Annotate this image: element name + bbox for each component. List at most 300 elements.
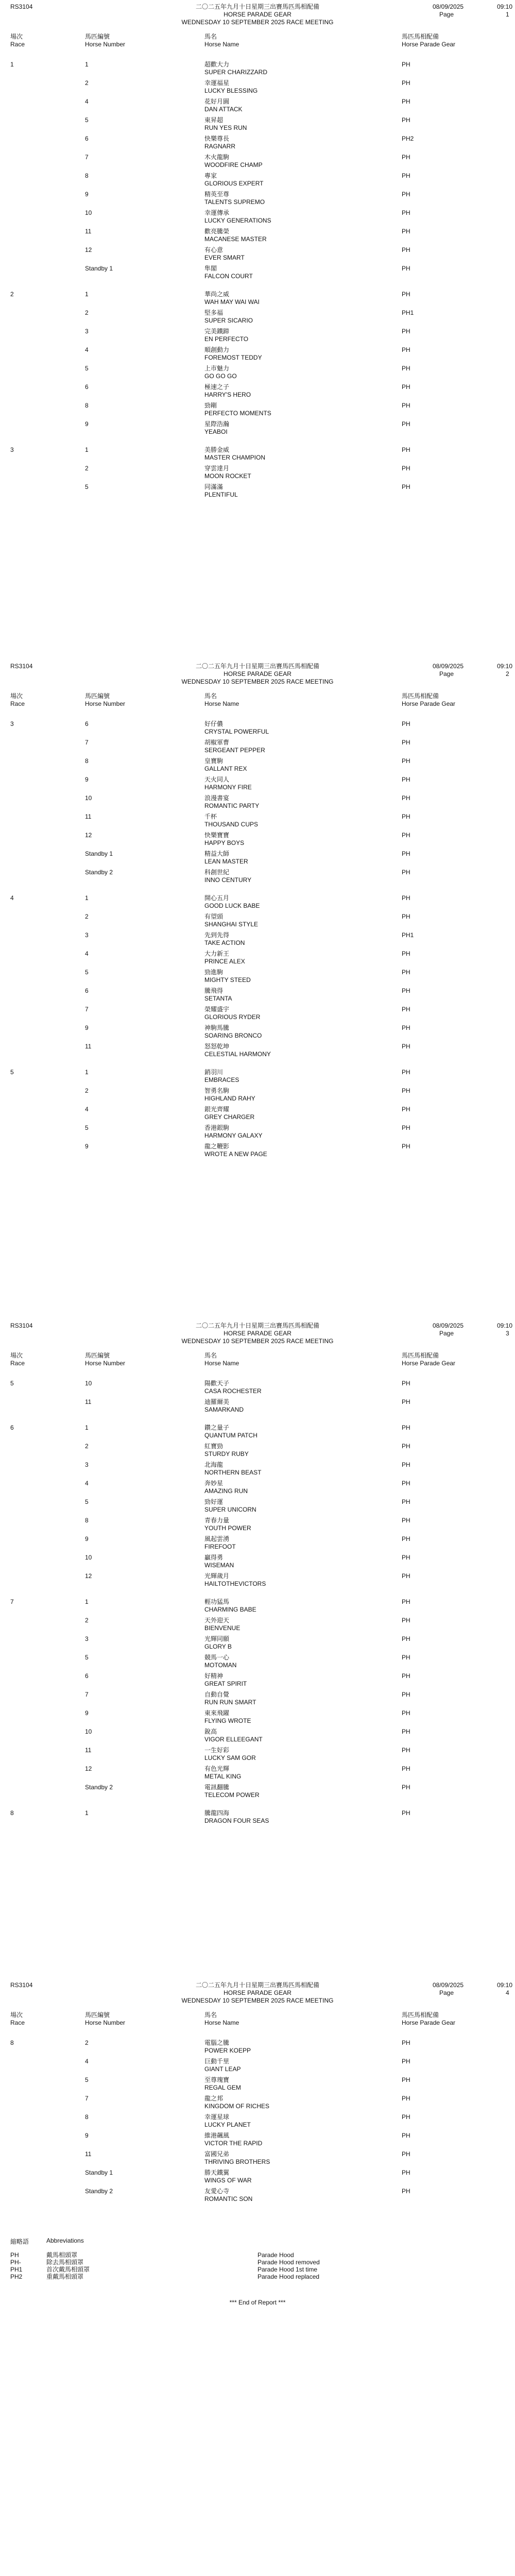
horse-name-en: MACANESE MASTER bbox=[204, 235, 267, 243]
table-row bbox=[5, 739, 510, 757]
table-row bbox=[5, 1809, 510, 1828]
horse-name-en: EVER SMART bbox=[204, 254, 245, 261]
table-row bbox=[5, 1106, 510, 1124]
horse-name-en: METAL KING bbox=[204, 1773, 242, 1780]
horse-number: 4 bbox=[85, 98, 89, 105]
abbreviation-item bbox=[5, 2259, 510, 2266]
horse-name-en: VIGOR ELLEEGANT bbox=[204, 1736, 263, 1743]
abbreviation-en: Parade Hood removed bbox=[258, 2259, 320, 2266]
horse-name bbox=[204, 446, 369, 462]
table-row bbox=[5, 1024, 510, 1043]
horse-name-cn: 勝天鐵翼 bbox=[204, 2169, 230, 2176]
column-header-gear bbox=[402, 2011, 515, 2027]
table-row bbox=[5, 2058, 510, 2076]
horse-name-cn: 精益大師 bbox=[204, 850, 230, 857]
horse-name-en: MASTER CHAMPION bbox=[204, 454, 266, 461]
horse-name bbox=[204, 1672, 369, 1688]
horse-name-en: SETANTA bbox=[204, 995, 232, 1002]
horse-name-en: SOARING BRONCO bbox=[204, 1032, 262, 1039]
horse-name-en: RUN YES RUN bbox=[204, 124, 247, 131]
horse-gear: PH bbox=[402, 346, 410, 353]
horse-name-en: GIANT LEAP bbox=[204, 2065, 241, 2073]
horse-number: 4 bbox=[85, 950, 89, 957]
column-header-no-cn: 馬匹編號 bbox=[85, 692, 110, 700]
report-page bbox=[0, 659, 515, 1319]
horse-name-cn: 科創世紀 bbox=[204, 869, 230, 876]
horse-gear: PH bbox=[402, 1443, 410, 1450]
horse-name bbox=[204, 291, 369, 306]
horse-number: 5 bbox=[85, 365, 89, 372]
race-number: 5 bbox=[10, 1069, 14, 1076]
horse-gear: PH bbox=[402, 483, 410, 490]
horse-gear: PH1 bbox=[402, 931, 414, 939]
horse-name-en: HAILTOTHEVICTORS bbox=[204, 1580, 266, 1587]
table-row bbox=[5, 813, 510, 832]
meeting-title: WEDNESDAY 10 SEPTEMBER 2025 RACE MEETING bbox=[181, 1337, 334, 1345]
horse-name-en: LEAN MASTER bbox=[204, 858, 248, 865]
horse-name bbox=[204, 1124, 369, 1140]
horse-gear: PH bbox=[402, 950, 410, 957]
abbreviation-cn: 重戴馬相頭罩 bbox=[46, 2273, 84, 2280]
horse-number: 11 bbox=[85, 2150, 92, 2158]
horse-number: 4 bbox=[85, 1480, 89, 1487]
horse-gear: PH2 bbox=[402, 135, 414, 142]
column-header-name-en: Horse Name bbox=[204, 41, 239, 48]
abbreviation-cn: 首次戴馬相頭罩 bbox=[46, 2266, 90, 2273]
horse-name bbox=[204, 1461, 369, 1477]
horse-name bbox=[204, 2132, 369, 2147]
column-header-race-en: Race bbox=[10, 41, 25, 48]
horse-number: 12 bbox=[85, 1765, 92, 1772]
table-row bbox=[5, 1765, 510, 1784]
column-header-no-cn: 馬匹編號 bbox=[85, 2011, 110, 2019]
column-header-no bbox=[85, 1352, 167, 1367]
meeting-title: WEDNESDAY 10 SEPTEMBER 2025 RACE MEETING bbox=[181, 19, 334, 26]
table-row bbox=[5, 365, 510, 383]
horse-gear: PH bbox=[402, 1617, 410, 1624]
horse-gear: PH bbox=[402, 2095, 410, 2102]
column-header-name-cn: 馬名 bbox=[204, 1352, 217, 1359]
table-row bbox=[5, 2150, 510, 2169]
horse-name bbox=[204, 154, 369, 169]
horse-name bbox=[204, 1635, 369, 1651]
column-header-no-cn: 馬匹編號 bbox=[85, 33, 110, 40]
horse-gear: PH bbox=[402, 794, 410, 802]
abbreviation-code: PH- bbox=[10, 2259, 21, 2266]
horse-number: 2 bbox=[85, 1617, 89, 1624]
horse-name bbox=[204, 1809, 369, 1825]
horse-name-cn: 完美鐵蹄 bbox=[204, 328, 230, 335]
horse-name bbox=[204, 135, 369, 150]
horse-name bbox=[204, 720, 369, 736]
column-header-race-cn: 場次 bbox=[10, 33, 23, 40]
horse-name-cn: 東來飛躍 bbox=[204, 1709, 230, 1717]
horse-name bbox=[204, 1598, 369, 1614]
column-header-gear-en: Horse Parade Gear bbox=[402, 41, 456, 48]
table-row bbox=[5, 2188, 510, 2206]
report-time: 09:10 bbox=[497, 1981, 513, 1989]
horse-gear: PH bbox=[402, 1709, 410, 1717]
column-header-name bbox=[204, 1352, 369, 1367]
page-number: 1 bbox=[506, 11, 509, 18]
horse-name-cn: 怒怒乾坤 bbox=[204, 1043, 230, 1050]
horse-name bbox=[204, 850, 369, 866]
horse-name-en: HARMONY FIRE bbox=[204, 784, 252, 791]
horse-gear: PH bbox=[402, 969, 410, 976]
abbreviation-en: Parade Hood replaced bbox=[258, 2273, 320, 2280]
horse-name-cn: 富國兄弟 bbox=[204, 2150, 230, 2158]
horse-number: 11 bbox=[85, 228, 92, 235]
horse-name bbox=[204, 346, 369, 362]
horse-name-cn: 幸運傳承 bbox=[204, 209, 230, 216]
horse-name-cn: 千杯 bbox=[204, 813, 217, 820]
horse-name bbox=[204, 402, 369, 417]
horse-number: 7 bbox=[85, 154, 89, 161]
horse-number: Standby 2 bbox=[85, 2188, 113, 2195]
column-header-gear-en: Horse Parade Gear bbox=[402, 1360, 456, 1367]
horse-name-cn: 一生好彩 bbox=[204, 1747, 230, 1754]
horse-name bbox=[204, 1498, 369, 1514]
horse-name bbox=[204, 776, 369, 791]
table-row bbox=[5, 1535, 510, 1554]
report-page bbox=[0, 0, 515, 659]
horse-number: 12 bbox=[85, 246, 92, 253]
horse-name bbox=[204, 894, 369, 910]
abbreviations-title bbox=[5, 2237, 510, 2251]
horse-number: 4 bbox=[85, 346, 89, 353]
race-block bbox=[5, 894, 510, 1061]
horse-number: 5 bbox=[85, 483, 89, 490]
horse-name-en: INNO CENTURY bbox=[204, 876, 252, 884]
column-header-gear bbox=[402, 1352, 515, 1367]
page-label: Page bbox=[439, 1989, 454, 1996]
horse-name bbox=[204, 172, 369, 188]
horse-number: 7 bbox=[85, 739, 89, 746]
horse-name-en: PRINCE ALEX bbox=[204, 958, 245, 965]
horse-name bbox=[204, 1087, 369, 1103]
horse-number: 5 bbox=[85, 969, 89, 976]
horse-name-cn: 胡椒軍曹 bbox=[204, 739, 230, 746]
table-row bbox=[5, 1672, 510, 1691]
horse-gear: PH bbox=[402, 813, 410, 820]
table-row bbox=[5, 987, 510, 1006]
horse-name-cn: 好精神 bbox=[204, 1672, 224, 1680]
horse-name bbox=[204, 79, 369, 95]
table-row bbox=[5, 1043, 510, 1061]
horse-number: 10 bbox=[85, 1380, 92, 1387]
horse-gear: PH bbox=[402, 2058, 410, 2065]
column-header-race-cn: 場次 bbox=[10, 2011, 23, 2019]
horse-number: 6 bbox=[85, 720, 89, 727]
horse-number: Standby 2 bbox=[85, 1784, 113, 1791]
horse-name-en: PLENTIFUL bbox=[204, 491, 238, 498]
horse-name-cn: 奔妙星 bbox=[204, 1480, 224, 1487]
table-row bbox=[5, 1498, 510, 1517]
table-row bbox=[5, 346, 510, 365]
horse-name-en: THRIVING BROTHERS bbox=[204, 2158, 270, 2165]
horse-name-cn: 贏得勇 bbox=[204, 1554, 224, 1561]
horse-number: 10 bbox=[85, 209, 92, 216]
race-number: 8 bbox=[10, 1809, 14, 1817]
race-number: 8 bbox=[10, 2039, 14, 2046]
race-block bbox=[5, 1809, 510, 1828]
horse-name-en: EMBRACES bbox=[204, 1076, 239, 1083]
horse-number: Standby 1 bbox=[85, 850, 113, 857]
horse-name bbox=[204, 1024, 369, 1040]
horse-name-cn: 有心意 bbox=[204, 246, 224, 253]
horse-number: 8 bbox=[85, 1517, 89, 1524]
table-row bbox=[5, 291, 510, 309]
horse-number: 3 bbox=[85, 328, 89, 335]
horse-gear: PH bbox=[402, 1069, 410, 1076]
title-chinese: 二〇二五年九月十日星期三出賽馬匹馬相配備 bbox=[195, 1981, 319, 1989]
abbreviation-item bbox=[5, 2266, 510, 2273]
horse-name-en: BIENVENUE bbox=[204, 1624, 241, 1632]
horse-gear: PH bbox=[402, 869, 410, 876]
horse-name-cn: 電訊翻騰 bbox=[204, 1784, 230, 1791]
horse-name-en: HARMONY GALAXY bbox=[204, 1132, 263, 1139]
column-headers bbox=[5, 692, 510, 713]
abbreviation-code: PH1 bbox=[10, 2266, 23, 2273]
title-chinese: 二〇二五年九月十日星期三出賽馬匹馬相配備 bbox=[195, 1322, 319, 1329]
horse-name bbox=[204, 465, 369, 480]
horse-gear: PH bbox=[402, 1517, 410, 1524]
horse-name-en: RUN RUN SMART bbox=[204, 1699, 256, 1706]
table-row bbox=[5, 1747, 510, 1765]
table-row bbox=[5, 1517, 510, 1535]
horse-name-en: YOUTH POWER bbox=[204, 1524, 251, 1532]
column-header-no bbox=[85, 33, 167, 48]
horse-name bbox=[204, 420, 369, 436]
horse-name-cn: 至尊瑰寶 bbox=[204, 2076, 230, 2083]
column-header-name-en: Horse Name bbox=[204, 700, 239, 707]
title-chinese: 二〇二五年九月十日星期三出賽馬匹馬相配備 bbox=[195, 663, 319, 670]
report-code: RS3104 bbox=[10, 663, 33, 670]
horse-name-en: GOOD LUCK BABE bbox=[204, 902, 260, 909]
horse-number: 8 bbox=[85, 402, 89, 409]
horse-name-en: VICTOR THE RAPID bbox=[204, 2140, 263, 2147]
horse-number: 5 bbox=[85, 1124, 89, 1131]
horse-name-cn: 紅寶勁 bbox=[204, 1443, 224, 1450]
table-row bbox=[5, 61, 510, 79]
horse-name bbox=[204, 1535, 369, 1551]
horse-name bbox=[204, 1143, 369, 1158]
horse-name-cn: 有色光輝 bbox=[204, 1765, 230, 1772]
horse-name-en: POWER KOEPP bbox=[204, 2047, 251, 2054]
horse-number: 12 bbox=[85, 832, 92, 839]
horse-name-en: QUANTUM PATCH bbox=[204, 1432, 258, 1439]
horse-name bbox=[204, 309, 369, 325]
table-row bbox=[5, 1443, 510, 1461]
page-header bbox=[5, 0, 513, 31]
column-header-race bbox=[10, 1352, 72, 1367]
horse-name-cn: 大力新王 bbox=[204, 950, 230, 957]
horse-name bbox=[204, 383, 369, 399]
horse-number: 7 bbox=[85, 1006, 89, 1013]
horse-name-cn: 同滿滿 bbox=[204, 483, 224, 490]
horse-name-en: WOODFIRE CHAMP bbox=[204, 161, 263, 168]
horse-gear: PH bbox=[402, 2076, 410, 2083]
horse-name-cn: 香港銀駒 bbox=[204, 1124, 230, 1131]
page-header bbox=[5, 1319, 513, 1350]
horse-name-cn: 勁剛 bbox=[204, 402, 217, 409]
horse-name bbox=[204, 2058, 369, 2073]
horse-name-en: SUPER CHARIZZARD bbox=[204, 69, 268, 76]
horse-name bbox=[204, 987, 369, 1003]
horse-number: 5 bbox=[85, 2076, 89, 2083]
abbreviation-item bbox=[5, 2273, 510, 2280]
horse-name-cn: 堅多福 bbox=[204, 309, 224, 316]
horse-gear: PH bbox=[402, 191, 410, 198]
column-header-race-cn: 場次 bbox=[10, 1352, 23, 1359]
table-row bbox=[5, 1124, 510, 1143]
abbreviation-cn: 戴馬相頭罩 bbox=[46, 2251, 78, 2259]
horse-name bbox=[204, 1747, 369, 1762]
horse-name bbox=[204, 2095, 369, 2110]
report-date: 08/09/2025 bbox=[433, 1981, 464, 1989]
horse-name-en: NORTHERN BEAST bbox=[204, 1469, 262, 1476]
table-row bbox=[5, 869, 510, 887]
horse-gear: PH1 bbox=[402, 309, 414, 316]
horse-name bbox=[204, 1006, 369, 1021]
table-row bbox=[5, 309, 510, 328]
title-english: HORSE PARADE GEAR bbox=[224, 670, 291, 677]
horse-number: 2 bbox=[85, 913, 89, 920]
horse-number: 9 bbox=[85, 1024, 89, 1031]
horse-gear: PH bbox=[402, 61, 410, 68]
horse-gear: PH bbox=[402, 1728, 410, 1735]
horse-number: 3 bbox=[85, 931, 89, 939]
report-date: 08/09/2025 bbox=[433, 663, 464, 670]
horse-gear: PH bbox=[402, 154, 410, 161]
horse-name-en: STURDY RUBY bbox=[204, 1450, 249, 1458]
horse-name-en: EN PERFECTO bbox=[204, 335, 249, 343]
horse-name-en: SHANGHAI STYLE bbox=[204, 921, 259, 928]
horse-name-en: YEABOI bbox=[204, 428, 228, 435]
page-header bbox=[5, 659, 513, 690]
horse-name-cn: 皇寶駒 bbox=[204, 757, 224, 765]
horse-gear: PH bbox=[402, 2169, 410, 2176]
horse-name-en: HIGHLAND RAHY bbox=[204, 1095, 255, 1102]
horse-name-cn: 歡亮騰榮 bbox=[204, 228, 230, 235]
table-row bbox=[5, 1398, 510, 1417]
horse-name bbox=[204, 1443, 369, 1458]
table-row bbox=[5, 420, 510, 439]
horse-gear: PH bbox=[402, 1598, 410, 1605]
title-english: HORSE PARADE GEAR bbox=[224, 1330, 291, 1337]
horse-name-en: HARRY'S HERO bbox=[204, 391, 251, 398]
horse-name-cn: 青春力量 bbox=[204, 1517, 230, 1524]
horse-number: 6 bbox=[85, 987, 89, 994]
race-block bbox=[5, 1380, 510, 1417]
horse-number: 9 bbox=[85, 2132, 89, 2139]
horse-name-en: RAGNARR bbox=[204, 143, 236, 150]
horse-gear: PH bbox=[402, 246, 410, 253]
horse-name bbox=[204, 98, 369, 113]
column-header-gear-en: Horse Parade Gear bbox=[402, 700, 456, 707]
table-row bbox=[5, 794, 510, 813]
horse-name-en: FOREMOST TEDDY bbox=[204, 354, 262, 361]
report-code: RS3104 bbox=[10, 1322, 33, 1329]
horse-name-cn: 北海龍 bbox=[204, 1461, 224, 1468]
horse-number: 5 bbox=[85, 1654, 89, 1661]
horse-name-en: THOUSAND CUPS bbox=[204, 821, 259, 828]
horse-name bbox=[204, 61, 369, 76]
horse-name bbox=[204, 365, 369, 380]
horse-gear: PH bbox=[402, 757, 410, 765]
horse-gear: PH bbox=[402, 79, 410, 87]
table-row bbox=[5, 1617, 510, 1635]
horse-name bbox=[204, 265, 369, 280]
horse-number: 8 bbox=[85, 757, 89, 765]
horse-name-en: LUCKY SAM GOR bbox=[204, 1754, 256, 1761]
horse-gear: PH bbox=[402, 98, 410, 105]
race-number: 3 bbox=[10, 720, 14, 727]
title-english: HORSE PARADE GEAR bbox=[224, 1989, 291, 1996]
horse-gear: PH bbox=[402, 1124, 410, 1131]
table-row bbox=[5, 1069, 510, 1087]
horse-gear: PH bbox=[402, 265, 410, 272]
horse-number: 3 bbox=[85, 1635, 89, 1642]
table-row bbox=[5, 832, 510, 850]
table-row bbox=[5, 2039, 510, 2058]
horse-gear: PH bbox=[402, 1691, 410, 1698]
horse-name-cn: 自動自覺 bbox=[204, 1691, 230, 1698]
table-row bbox=[5, 969, 510, 987]
horse-name-cn: 快樂尊長 bbox=[204, 135, 230, 142]
horse-number: 9 bbox=[85, 420, 89, 428]
horse-gear: PH bbox=[402, 1087, 410, 1094]
horse-gear: PH bbox=[402, 1554, 410, 1561]
horse-name-en: LUCKY PLANET bbox=[204, 2121, 251, 2128]
horse-name-cn: 精英至尊 bbox=[204, 191, 230, 198]
column-header-race-en: Race bbox=[10, 700, 25, 707]
abbreviation-cn: 除去馬相頭罩 bbox=[46, 2259, 84, 2266]
horse-name-cn: 龍之鞭影 bbox=[204, 1143, 230, 1150]
horse-number: 11 bbox=[85, 1747, 92, 1754]
horse-name-cn: 開心五月 bbox=[204, 894, 230, 902]
horse-gear: PH bbox=[402, 116, 410, 124]
horse-number: Standby 1 bbox=[85, 2169, 113, 2176]
race-number: 7 bbox=[10, 1598, 14, 1605]
report-time: 09:10 bbox=[497, 1322, 513, 1329]
horse-gear: PH bbox=[402, 465, 410, 472]
table-row bbox=[5, 1654, 510, 1672]
horse-gear: PH bbox=[402, 383, 410, 391]
table-row bbox=[5, 1709, 510, 1728]
column-header-no-en: Horse Number bbox=[85, 41, 126, 48]
meeting-title: WEDNESDAY 10 SEPTEMBER 2025 RACE MEETING bbox=[181, 678, 334, 685]
page-number: 4 bbox=[506, 1989, 509, 1996]
race-number: 3 bbox=[10, 446, 14, 453]
horse-gear: PH bbox=[402, 446, 410, 453]
table-row bbox=[5, 228, 510, 246]
horse-number: 8 bbox=[85, 172, 89, 179]
horse-gear: PH bbox=[402, 1635, 410, 1642]
horse-name bbox=[204, 739, 369, 754]
horse-name-cn: 超歡大力 bbox=[204, 61, 230, 68]
column-header-no bbox=[85, 2011, 167, 2027]
horse-name-en: GLORIOUS EXPERT bbox=[204, 180, 264, 187]
race-block bbox=[5, 446, 510, 502]
horse-name-cn: 輕功猛馬 bbox=[204, 1598, 230, 1605]
abbreviation-code: PH bbox=[10, 2251, 19, 2259]
report-date: 08/09/2025 bbox=[433, 3, 464, 10]
horse-name bbox=[204, 2076, 369, 2092]
report-time: 09:10 bbox=[497, 663, 513, 670]
table-row bbox=[5, 1572, 510, 1591]
horse-name-cn: 天外迎天 bbox=[204, 1617, 230, 1624]
